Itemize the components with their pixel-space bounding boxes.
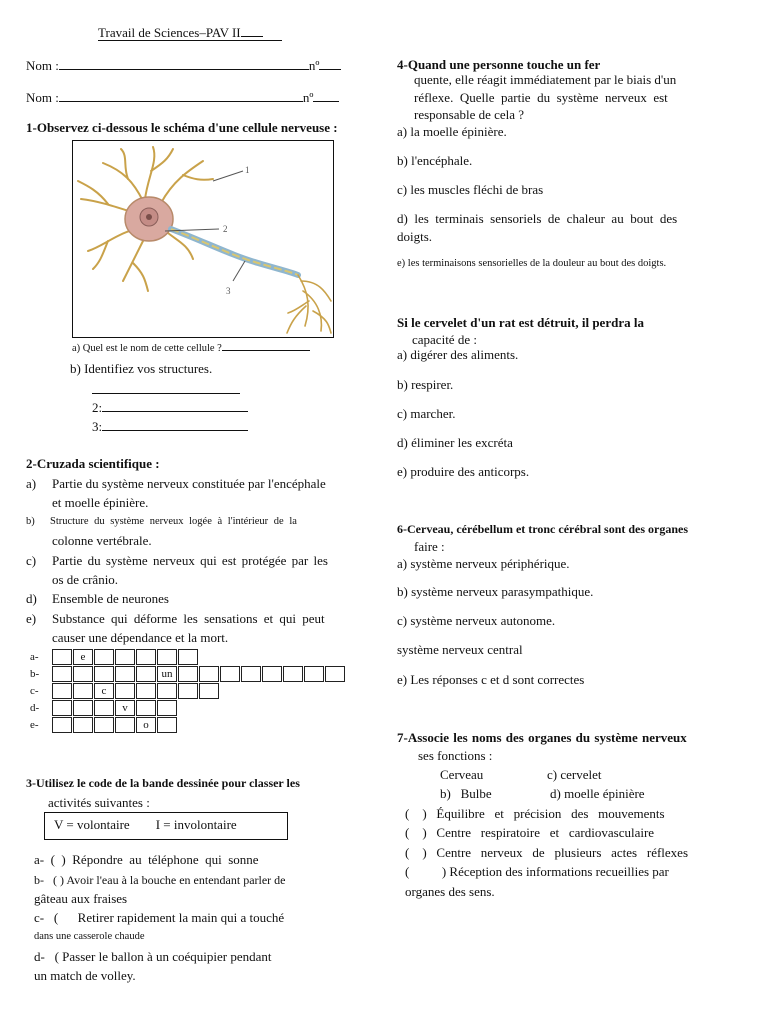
q3-c-1: c- ( Retirer rapidement la main qui a touché [34, 910, 285, 925]
crossword-cell[interactable] [52, 666, 72, 682]
crossword-cell[interactable] [136, 649, 156, 665]
crossword-cell[interactable] [94, 700, 114, 716]
q1-structure-3 [92, 419, 248, 435]
q3-c-2: dans une casserole chaude [34, 931, 145, 942]
q4-option-d: d) les terminais sensoriels de chaleur au bout des [397, 211, 678, 226]
q4-option-c: c) les muscles fléchi de bras [397, 182, 544, 197]
numero-label: nº [308, 58, 320, 73]
crossword-cell[interactable] [304, 666, 324, 682]
q2-item-a-mark: a) [26, 476, 37, 491]
q5-option-b: b) respirer. [397, 377, 454, 392]
q1-structure-2 [92, 400, 248, 416]
q2-item-a-line1 [52, 476, 420, 492]
crossword-cell[interactable] [178, 649, 198, 665]
q5-heading: Si le cervelet d'un rat est détruit, il perdra la [397, 315, 644, 330]
crossword-cell[interactable] [178, 683, 198, 699]
q6-option-a: a) système nerveux périphérique. [397, 556, 570, 571]
grid-row-label: a- [30, 651, 39, 663]
q3-heading: 3-Utilisez le code de la bande dessinée pour classer les [26, 776, 300, 790]
crossword-cell[interactable] [73, 717, 93, 733]
diagram-label-3: 3 [226, 286, 231, 296]
crossword-cell[interactable]: v [115, 700, 135, 716]
crossword-cell[interactable] [94, 717, 114, 733]
crossword-cell[interactable] [262, 666, 282, 682]
crossword-cell[interactable] [325, 666, 345, 682]
q4-line-2: quente, elle réagit immédiatement par le biais d'un [414, 72, 677, 87]
q4-line-3 [414, 90, 729, 106]
crossword-cell[interactable] [199, 666, 219, 682]
name-field-2[interactable] [59, 101, 303, 102]
q2-item-a-line2: et moelle épinière. [52, 495, 149, 510]
crossword-cell[interactable] [94, 666, 114, 682]
crossword-cell[interactable] [157, 717, 177, 733]
q1-a [72, 341, 310, 357]
q5-option-c: c) marcher. [397, 406, 456, 421]
q4-option-d-2: doigts. [397, 229, 433, 244]
q4-option-b: b) l'encéphale. [397, 153, 473, 168]
crossword-cell[interactable]: o [136, 717, 156, 733]
title-underline [241, 36, 263, 37]
q1-b: b) Identifiez vos structures. [70, 361, 213, 376]
diagram-label-2: 2 [223, 224, 228, 234]
q2-item-d-mark: d) [26, 591, 37, 606]
crossword-cell[interactable] [52, 683, 72, 699]
crossword-cell[interactable] [157, 700, 177, 716]
q3-heading-2: activités suivantes : [48, 795, 150, 810]
neuron-diagram [73, 141, 333, 337]
q2-item-c-line1: Partie du système nerveux qui est protégée par les [52, 553, 328, 568]
q1-structure-1-line[interactable] [92, 393, 240, 394]
crossword-cell[interactable] [115, 683, 135, 699]
name-field-1[interactable] [59, 69, 309, 70]
crossword-cell[interactable] [199, 683, 219, 699]
q7-organ-cerveau: Cerveau [440, 767, 484, 782]
q7-line-2: ses fonctions : [418, 748, 493, 763]
q2-item-b-line2: colonne vertébrale. [52, 533, 152, 548]
nom-label: Nom : [26, 58, 59, 73]
crossword-cell[interactable]: un [157, 666, 177, 682]
q1-a-text: a) Quel est le nom de cette cellule ? [72, 343, 222, 354]
q2-item-e-mark: e) [26, 611, 37, 626]
q3-d-2: un match de volley. [34, 968, 136, 983]
crossword-cell[interactable]: e [73, 649, 93, 665]
q3-d-1: d- ( Passer le ballon à un coéquipier pendant [34, 949, 272, 964]
q5-option-a: a) digérer des aliments. [397, 347, 519, 362]
q2-item-c-line2: os de crânio. [52, 572, 119, 587]
crossword-cell[interactable] [136, 666, 156, 682]
crossword-cell[interactable] [94, 649, 114, 665]
q2-item-b-mark: b) [26, 516, 35, 527]
q6-line-2: faire : [414, 539, 445, 554]
q7-function-2: ( ) Centre respiratoire et cardiovasculaire [405, 825, 655, 840]
grid-row-label: b- [30, 668, 40, 680]
q6-option-c: c) système nerveux autonome. [397, 613, 556, 628]
q7-organ-bulbe: b) Bulbe [440, 786, 492, 801]
q2-heading: 2-Cruzada scientifique : [26, 456, 160, 471]
q1-heading: 1-Observez ci-dessous le schéma d'une cellule nerveuse : [26, 120, 338, 135]
q1-a-answer-line[interactable] [222, 350, 310, 351]
crossword-cell[interactable] [73, 666, 93, 682]
crossword-cell[interactable] [115, 666, 135, 682]
q7-function-4: ( ) Réception des informations recueillies par [405, 864, 669, 879]
q1-s2-label: 2: [92, 400, 103, 415]
crossword-cell[interactable] [178, 666, 198, 682]
name-row-1 [26, 58, 341, 74]
name-row-2 [26, 90, 339, 106]
crossword-cell[interactable] [115, 649, 135, 665]
q7-heading: 7-Associe les noms des organes du système nerveux [397, 730, 687, 745]
q1-s3-label: 3: [92, 419, 103, 434]
crossword-cell[interactable] [136, 700, 156, 716]
crossword-cell[interactable] [73, 700, 93, 716]
q4-option-a: a) la moelle épinière. [397, 124, 507, 139]
q7-organ-moelle: d) moelle épinière [550, 786, 645, 801]
q4-l3-text: réflexe. Quelle partie du système nerveux est [414, 90, 668, 105]
q1-structure-2-line[interactable] [102, 411, 248, 412]
grid-row-label: d- [30, 702, 40, 714]
crossword-cell[interactable] [220, 666, 240, 682]
crossword-cell[interactable] [52, 717, 72, 733]
crossword-cell[interactable] [283, 666, 303, 682]
q4-line-4: responsable de cela ? [414, 107, 525, 122]
q2-item-c-mark: c) [26, 553, 37, 568]
title-rule [98, 40, 282, 41]
neuron-diagram-frame [72, 140, 334, 338]
crossword-cell[interactable] [115, 717, 135, 733]
q3-b-2: gâteau aux fraises [34, 891, 128, 906]
q2-item-b-line1: Structure du système nerveux logée à l'intérieur de la [50, 516, 297, 527]
crossword-cell[interactable]: c [94, 683, 114, 699]
diagram-label-1: 1 [245, 165, 250, 175]
crossword-cell[interactable] [241, 666, 261, 682]
q4-heading: 4-Quand une personne touche un fer [397, 57, 601, 72]
crossword-cell[interactable] [157, 649, 177, 665]
q5-line-2: capacité de : [412, 332, 477, 347]
crossword-cell[interactable] [157, 683, 177, 699]
q1-structure-3-line[interactable] [102, 430, 248, 431]
q6-option-b: b) système nerveux parasympathique. [397, 584, 594, 599]
q6-heading: 6-Cerveau, cérébellum et tronc cérébral sont des organes [397, 522, 689, 536]
q7-organ-cervelet: c) cervelet [547, 767, 602, 782]
q5-option-e: e) produire des anticorps. [397, 464, 530, 479]
nom-label: Nom : [26, 90, 59, 105]
crossword-grid [30, 649, 360, 739]
q3-b-1: b- ( ) Avoir l'eau à la bouche en entendant parler de [34, 873, 286, 887]
q7-function-1: ( ) Équilibre et précision des mouvements [405, 806, 665, 821]
q2-a-l1: Partie du système nerveux constituée par l'encéphale [52, 476, 326, 491]
q6-option-e: e) Les réponses c et d sont correctes [397, 672, 585, 687]
q7-function-3: ( ) Centre nerveux de plusieurs actes réflexes [405, 845, 689, 860]
page-title [98, 25, 263, 41]
q7-function-4-2: organes des sens. [405, 884, 495, 899]
number-field-1[interactable] [319, 69, 341, 70]
q5-option-d: d) éliminer les excréta [397, 435, 513, 450]
number-field-2[interactable] [313, 101, 339, 102]
q2-item-d-line1: Ensemble de neurones [52, 591, 169, 606]
q2-item-e-line1: Substance qui déforme les sensations et qui peut [52, 611, 325, 626]
crossword-cell[interactable] [52, 649, 72, 665]
grid-row-label: c- [30, 685, 39, 697]
crossword-cell[interactable] [73, 683, 93, 699]
numero-label: nº [302, 90, 314, 105]
grid-row-label: e- [30, 719, 39, 731]
crossword-cell[interactable] [52, 700, 72, 716]
q6-option-d: système nerveux central [397, 642, 523, 657]
code-box [44, 812, 288, 840]
title-text: Travail de Sciences–PAV II [98, 25, 241, 40]
q3-a: a- ( ) Répondre au téléphone qui sonne [34, 852, 259, 867]
code-text: V = volontaire I = involontaire [54, 817, 237, 832]
crossword-cell[interactable] [136, 683, 156, 699]
q4-option-e: e) les terminaisons sensorielles de la douleur au bout des doigts. [397, 258, 667, 269]
q2-item-e-line2: causer une dépendance et la mort. [52, 630, 229, 645]
